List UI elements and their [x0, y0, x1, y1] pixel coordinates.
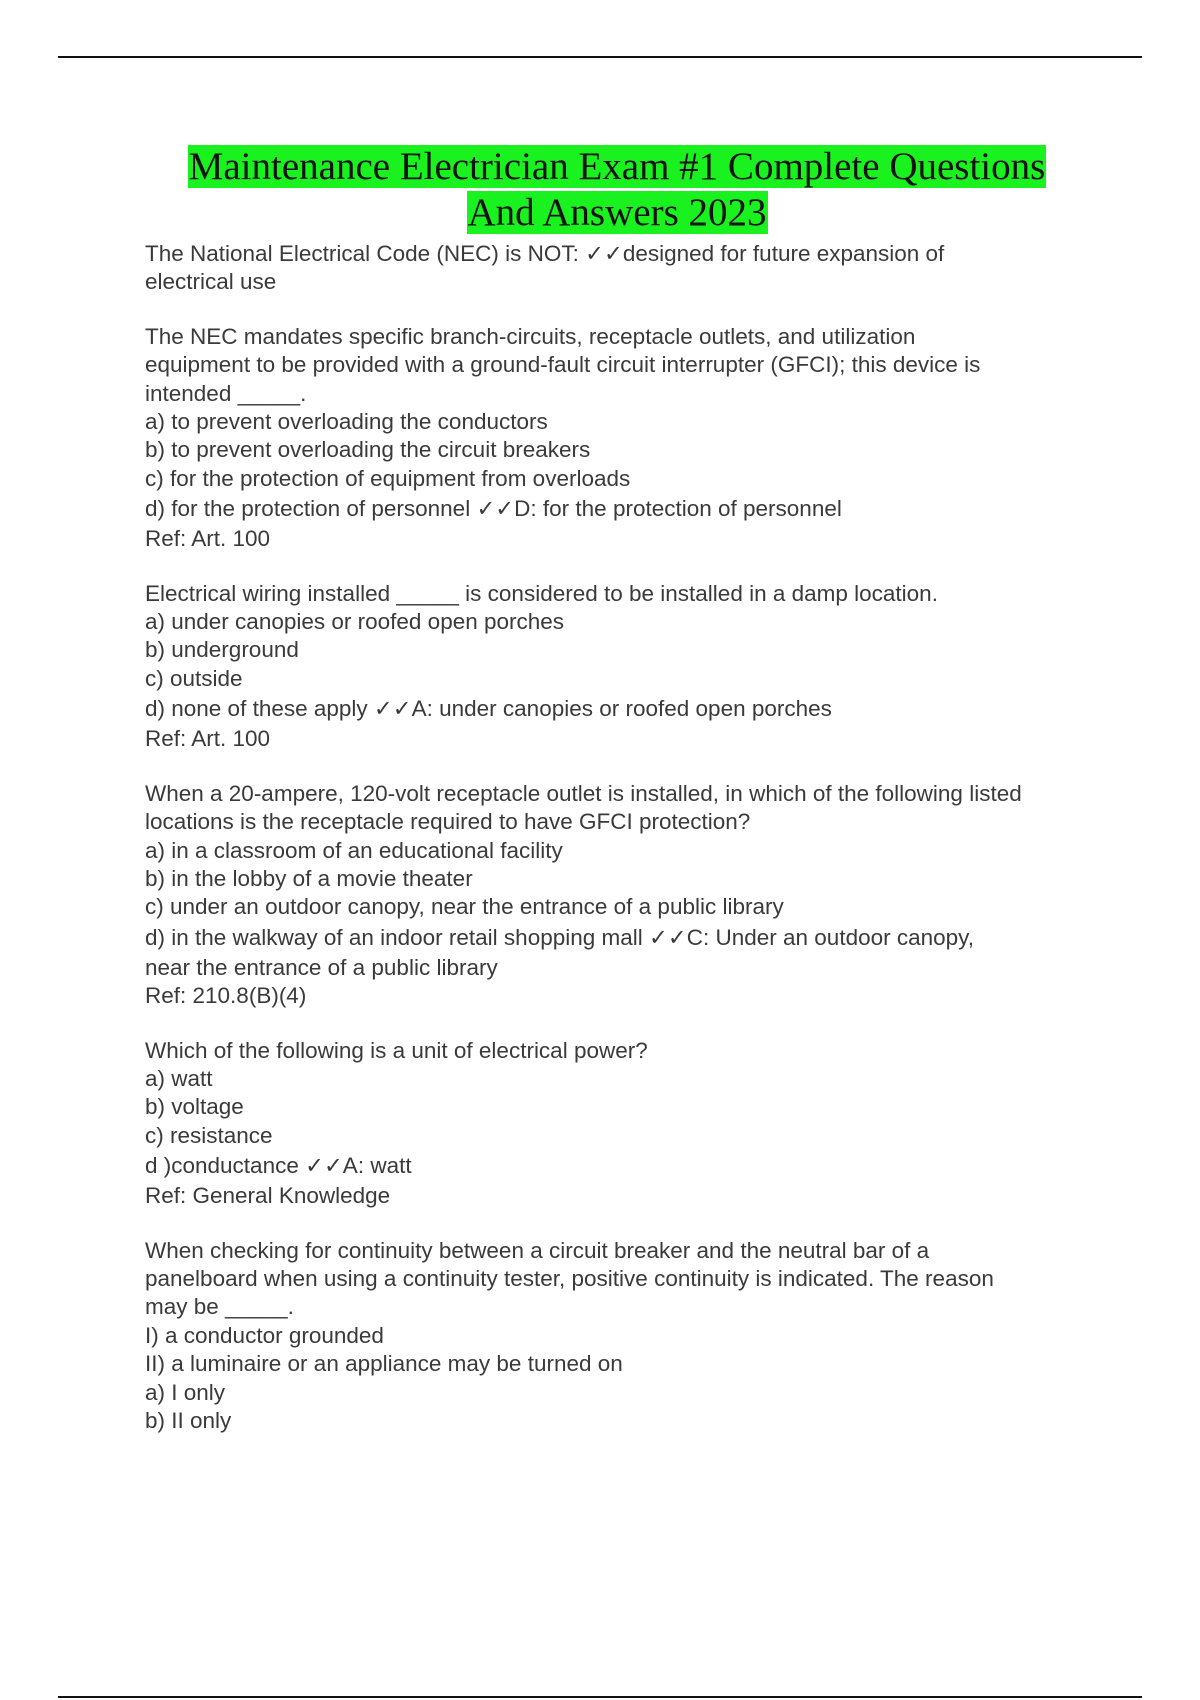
question-block — [145, 323, 1105, 554]
question-block — [145, 580, 1105, 754]
answer-option: b) to prevent overloading the circuit breakers — [145, 437, 591, 463]
question-block — [145, 1037, 1105, 1211]
text-line: Which of the following is a unit of electrical power? — [145, 1037, 648, 1063]
reference-line: Ref: 210.8(B)(4) — [145, 983, 307, 1009]
answer-option: d) in the walkway of an indoor retail shopping mall ✓✓C: Under an outdoor canopy, — [145, 924, 974, 950]
answer-option: c) under an outdoor canopy, near the entrance of a public library — [145, 894, 784, 920]
text-line: When checking for continuity between a circuit breaker and the neutral bar of a — [145, 1237, 930, 1263]
answer-option: II) a luminaire or an appliance may be turned on — [145, 1351, 623, 1377]
question-block — [145, 780, 1105, 1011]
question-block — [145, 240, 1105, 297]
text-line: The NEC mandates specific branch-circuits, receptacle outlets, and utilization — [145, 323, 916, 349]
answer-option: d) none of these apply ✓✓A: under canopies or roofed open porches — [145, 696, 832, 722]
text-line: When a 20-ampere, 120-volt receptacle outlet is installed, in which of the following listed — [145, 780, 1022, 806]
answer-option: c) outside — [145, 665, 243, 691]
answer-option: a) watt — [145, 1065, 213, 1091]
answer-option: c) resistance — [145, 1122, 273, 1148]
answer-option: b) II only — [145, 1408, 232, 1433]
answer-option: a) under canopies or roofed open porches — [145, 609, 565, 635]
answer-option: d )conductance ✓✓A: watt — [145, 1153, 412, 1179]
text-line: intended _____. — [145, 380, 307, 406]
answer-option: b) underground — [145, 637, 299, 663]
text-line: locations is the receptacle required to have GFCI protection? — [145, 809, 751, 835]
answer-option: c) for the protection of equipment from overloads — [145, 465, 631, 491]
answer-option: b) voltage — [145, 1094, 244, 1120]
text-line: equipment to be provided with a ground-fault circuit interrupter (GFCI); this device is — [145, 352, 981, 378]
text-line: electrical use — [145, 269, 277, 295]
text-line: The National Electrical Code (NEC) is NOT: ✓✓designed for future expansion of — [145, 241, 945, 266]
reference-line: Ref: Art. 100 — [145, 526, 271, 552]
bottom-rule — [58, 1696, 1142, 1698]
text-line: may be _____. — [145, 1294, 294, 1320]
text-line: Electrical wiring installed _____ is considered to be installed in a damp location. — [145, 580, 938, 606]
answer-option: a) in a classroom of an educational facility — [145, 837, 563, 863]
answer-option: a) I only — [145, 1379, 226, 1405]
top-rule — [58, 56, 1142, 58]
document-title — [0, 144, 1200, 236]
title-line-2: And Answers 2023 — [467, 191, 767, 234]
question-list — [145, 240, 1105, 1461]
text-line: panelboard when using a continuity tester, positive continuity is indicated. The reason — [145, 1265, 994, 1291]
answer-option: b) in the lobby of a movie theater — [145, 865, 473, 891]
answer-option: a) to prevent overloading the conductors — [145, 409, 548, 435]
reference-line: Ref: Art. 100 — [145, 726, 271, 752]
question-block — [145, 1237, 1105, 1436]
text-line: near the entrance of a public library — [145, 954, 498, 980]
answer-option: d) for the protection of personnel ✓✓D: for the protection of personnel — [145, 496, 842, 522]
reference-line: Ref: General Knowledge — [145, 1183, 391, 1209]
title-line-1: Maintenance Electrician Exam #1 Complete Questions — [188, 145, 1046, 188]
answer-option: I) a conductor grounded — [145, 1322, 384, 1348]
